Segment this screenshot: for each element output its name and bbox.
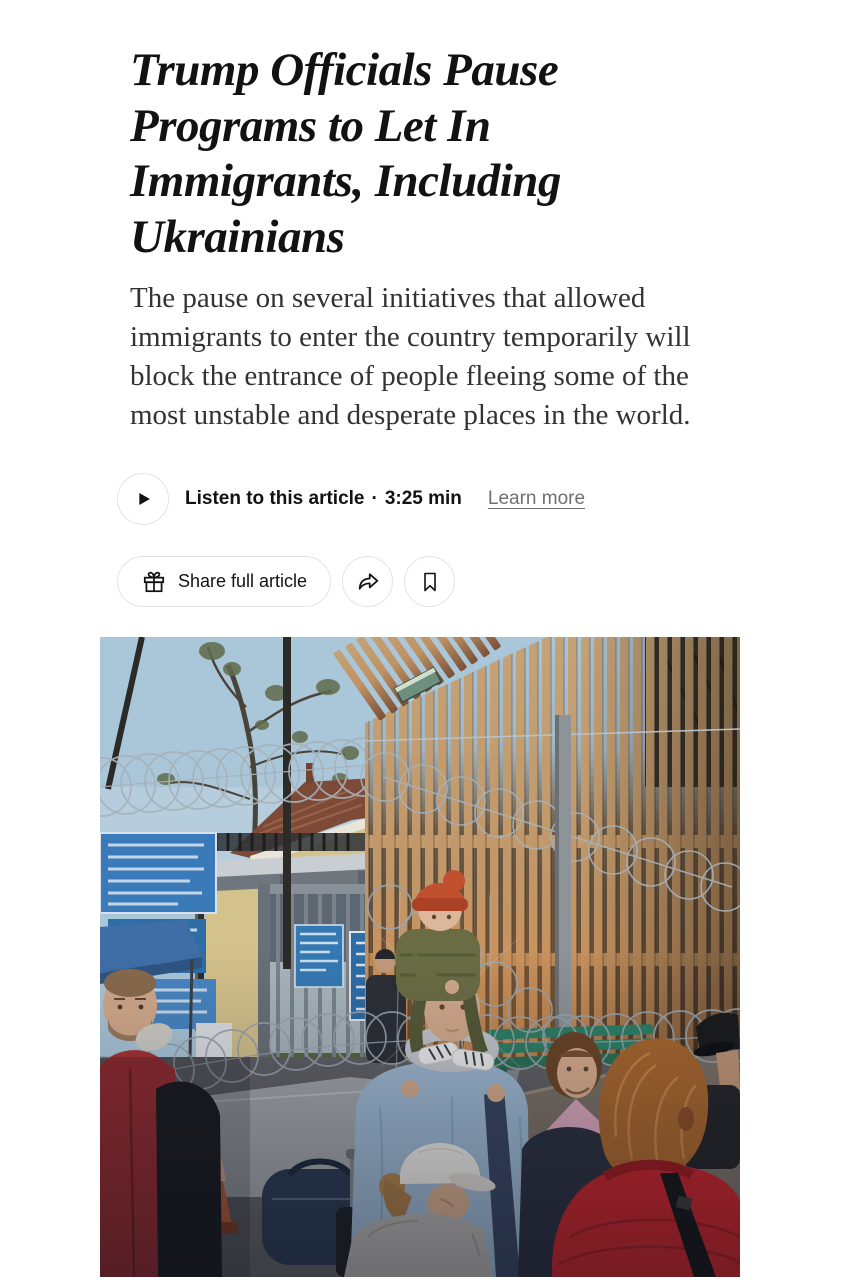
share-full-article-label: Share full article [178, 571, 308, 591]
listen-duration: 3:25 min [384, 488, 462, 509]
play-audio-button[interactable] [117, 473, 169, 525]
listen-label-text: Listen to this article [185, 488, 365, 509]
listen-separator: · [371, 488, 378, 509]
listen-label [185, 488, 462, 510]
article-photo [100, 637, 740, 1277]
corner-shadow [100, 1057, 250, 1277]
share-full-article-button[interactable] [117, 556, 331, 607]
listen-row [117, 473, 585, 525]
play-icon [132, 488, 154, 510]
gift-icon [141, 569, 167, 595]
flag-pole [283, 637, 291, 969]
bookmark-icon [418, 570, 442, 594]
share-arrow-icon [355, 569, 381, 595]
save-bookmark-button[interactable] [404, 556, 455, 607]
border-crossing-photo-illustration [100, 637, 740, 1277]
article-summary: The pause on several initiatives that allowed immigrants to enter the country temporarily will block the entrance of people fleeing some of the most unstable and desperate places in the world. [130, 282, 691, 431]
learn-more-link[interactable]: Learn more [487, 488, 586, 509]
share-row [117, 556, 455, 607]
share-button[interactable] [342, 556, 393, 607]
article-headline: Trump Officials Pause Programs to Let In Immigrants, Including Ukrainians [130, 44, 561, 263]
